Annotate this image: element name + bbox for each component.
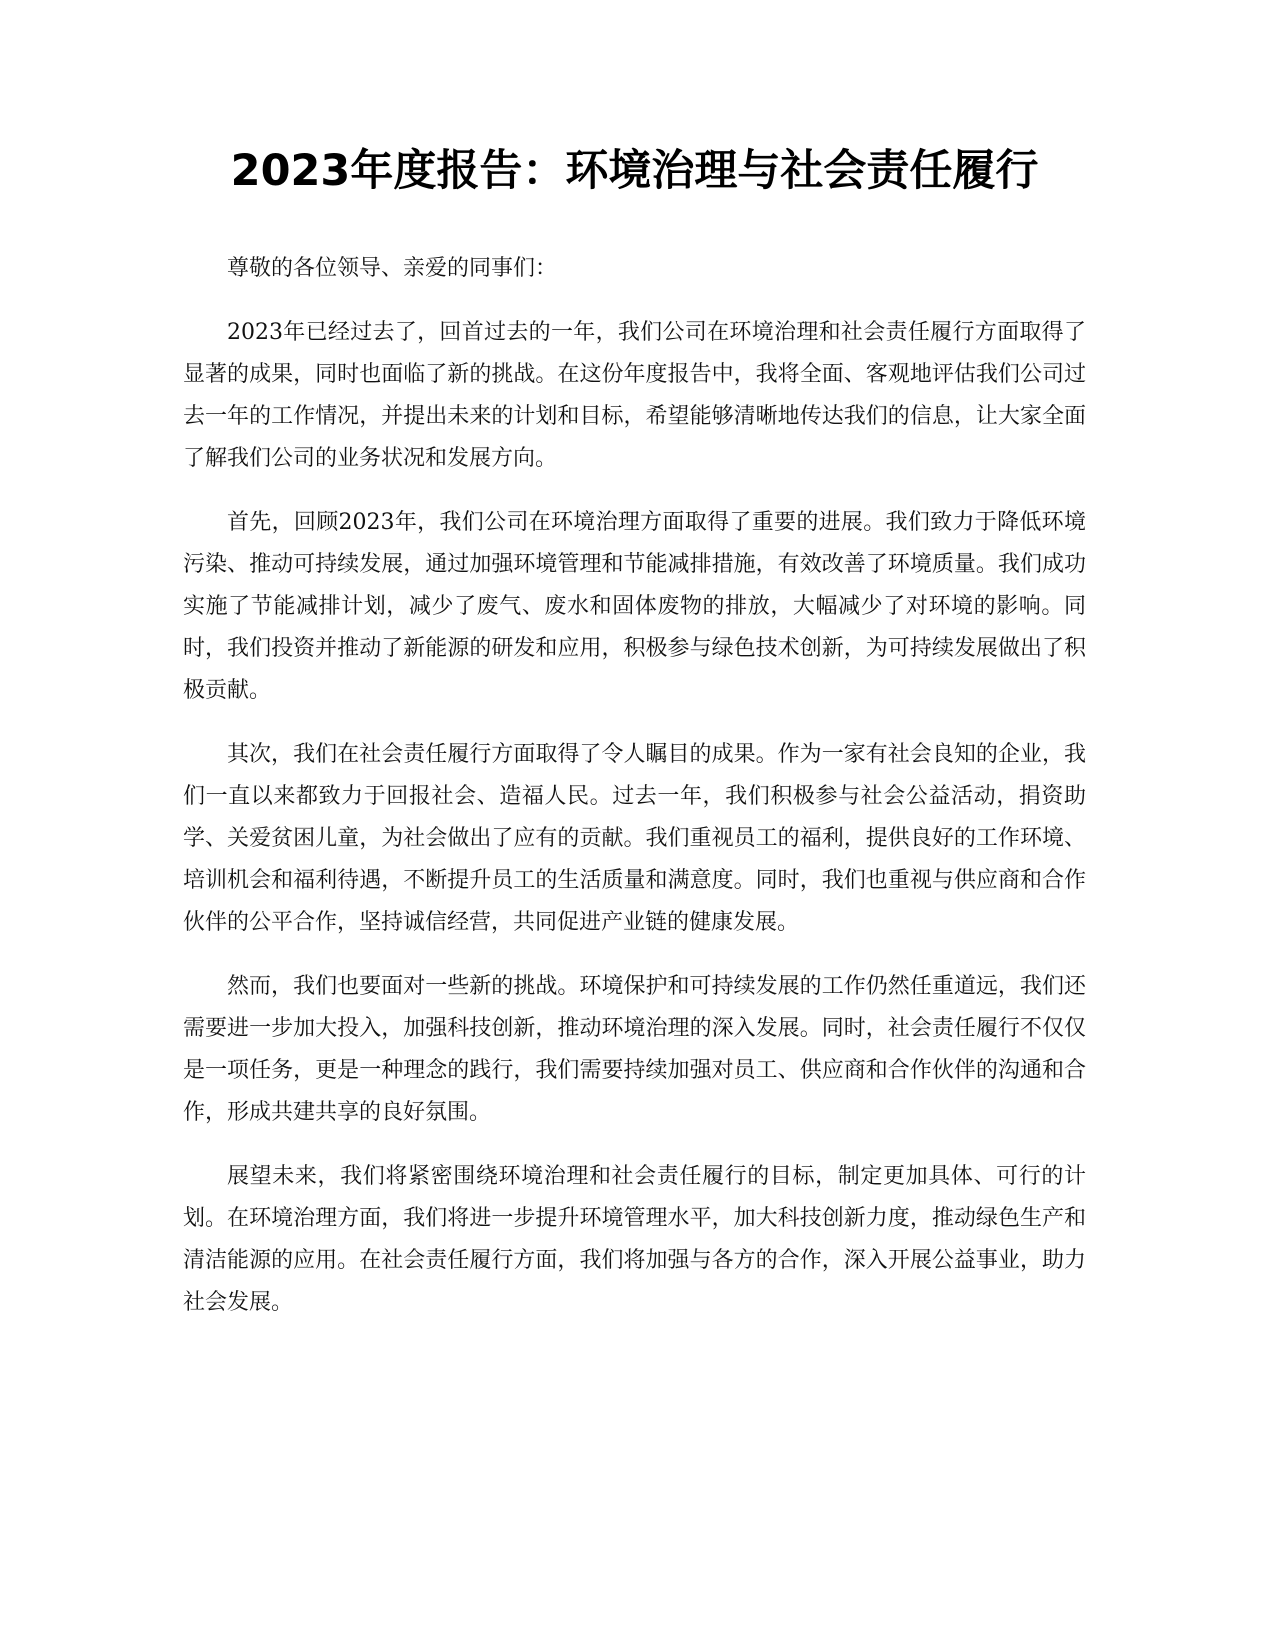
paragraph-3: 其次，我们在社会责任履行方面取得了令人瞩目的成果。作为一家有社会良知的企业，我们一直以来都致力于回报社会、造福人民。过去一年，我们积极参与社会公益活动，捐资助学、关爱贫困儿童，为社会做出了应有的贡献。我们重视员工的福利，提供良好的工作环境、培训机会和福利待遇，不断提升员工的生活质量和满意度。同时，我们也重视与供应商和合作伙伴的公平合作，坚持诚信经营，共同促进产业链的健康发展。 (183, 742, 1086, 935)
greeting: 尊敬的各位领导、亲爱的同事们： (227, 256, 558, 281)
document-page (183, 140, 1086, 1346)
paragraph-5: 展望未来，我们将紧密围绕环境治理和社会责任履行的目标，制定更加具体、可行的计划。在环境治理方面，我们将进一步提升环境管理水平，加大科技创新力度，推动绿色生产和清洁能源的应用。在社会责任履行方面，我们将加强与各方的合作，深入开展公益事业，助力社会发展。 (183, 1164, 1086, 1315)
document-title: 2023年度报告：环境治理与社会责任履行 (230, 146, 1039, 196)
paragraph-2: 首先，回顾2023年，我们公司在环境治理方面取得了重要的进展。我们致力于降低环境污染、推动可持续发展，通过加强环境管理和节能减排措施，有效改善了环境质量。我们成功实施了节能减排计划，减少了废气、废水和固体废物的排放，大幅减少了对环境的影响。同时，我们投资并推动了新能源的研发和应用，积极参与绿色技术创新，为可持续发展做出了积极贡献。 (183, 510, 1086, 703)
paragraph-1: 2023年已经过去了，回首过去的一年，我们公司在环境治理和社会责任履行方面取得了显著的成果，同时也面临了新的挑战。在这份年度报告中，我将全面、客观地评估我们公司过去一年的工作情况，并提出未来的计划和目标，希望能够清晰地传达我们的信息，让大家全面了解我们公司的业务状况和发展方向。 (183, 320, 1086, 471)
paragraph-4: 然而，我们也要面对一些新的挑战。环境保护和可持续发展的工作仍然任重道远，我们还需要进一步加大投入，加强科技创新，推动环境治理的深入发展。同时，社会责任履行不仅仅是一项任务，更是一种理念的践行，我们需要持续加强对员工、供应商和合作伙伴的沟通和合作，形成共建共享的良好氛围。 (183, 974, 1086, 1125)
